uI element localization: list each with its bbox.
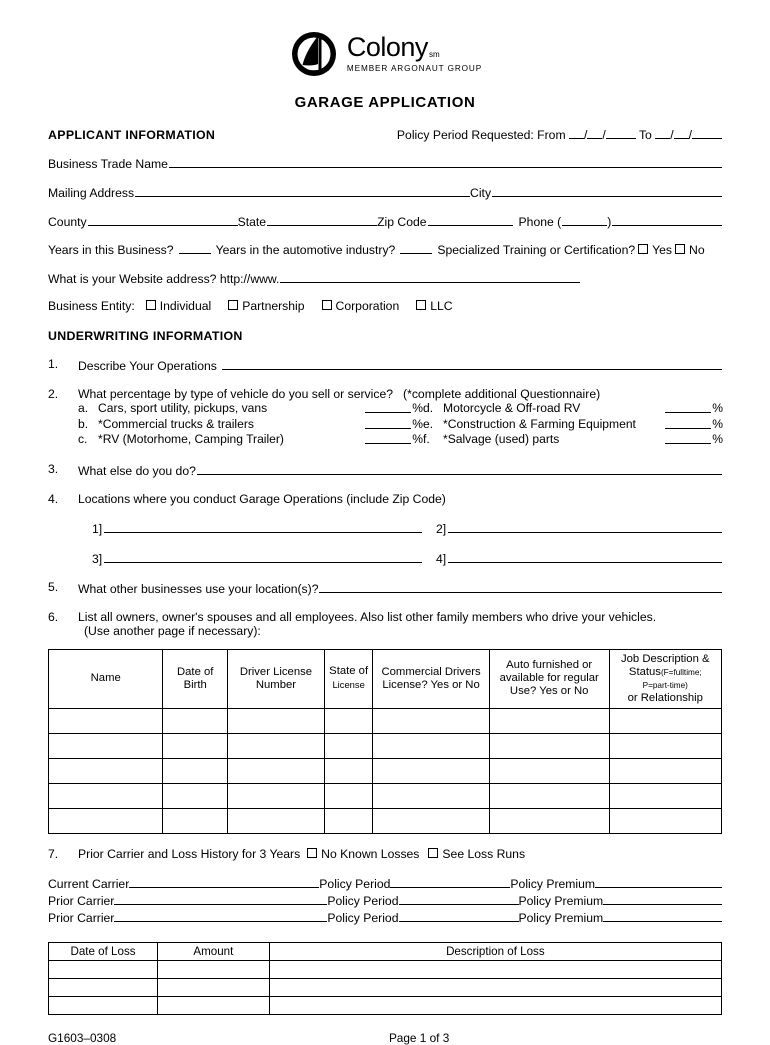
question-1-text: Describe Your Operations — [78, 359, 217, 373]
vehicle-type-e-input[interactable] — [665, 417, 711, 429]
location-4 — [436, 550, 722, 566]
question-7 — [48, 847, 722, 861]
prior-carrier-1-label: Prior Carrier — [48, 893, 115, 908]
cell-auto[interactable] — [489, 708, 609, 733]
col-job-line1: Job Description & — [621, 652, 710, 665]
col-commercial-drivers-license — [373, 649, 489, 708]
current-carrier-policy-period-label: Policy Period — [319, 876, 391, 891]
location-3 — [92, 550, 422, 566]
question-2-text: What percentage by type of vehicle do you sell or service? — [78, 387, 394, 401]
page-footer — [48, 1031, 722, 1045]
county-state-zip-phone-row — [48, 213, 722, 229]
question-4-text: Locations where you conduct Garage Operations (include Zip Code) — [78, 491, 446, 506]
cell-description[interactable] — [269, 960, 721, 978]
website-input[interactable] — [280, 270, 580, 283]
col-dl-line2: Number — [255, 678, 297, 691]
cell-job[interactable] — [609, 708, 721, 733]
cell-dl-number[interactable] — [228, 808, 325, 833]
employee-table-body — [49, 708, 722, 833]
vehicle-type-e — [423, 417, 723, 433]
prior-carrier-1-policy-period-label: Policy Period — [327, 893, 399, 908]
prior-carrier-2-policy-period-label: Policy Period — [327, 910, 399, 925]
cell-amount[interactable] — [158, 960, 270, 978]
col-job-line2b: (F=fulltime; — [660, 667, 702, 677]
question-5-input[interactable] — [319, 580, 722, 593]
col-cdl-line2: License? Yes or No — [382, 678, 480, 691]
question-1 — [48, 357, 722, 373]
county-input[interactable] — [88, 213, 238, 226]
table-row — [49, 758, 722, 783]
question-7-number: 7. — [48, 846, 59, 861]
question-5-number: 5. — [48, 579, 59, 594]
vehicle-type-d-percent-sign: % — [712, 401, 723, 415]
vehicle-type-c-percent-sign: % — [412, 432, 423, 446]
location-1-number: 1] — [92, 521, 103, 536]
question-1-input[interactable] — [222, 357, 722, 370]
entity-partnership-label: Partnership — [242, 299, 305, 313]
prior-carrier-2-row — [48, 909, 722, 926]
page-title: GARAGE APPLICATION — [294, 94, 476, 111]
col-dob-line1: Date of — [176, 665, 214, 678]
cell-name[interactable] — [49, 783, 163, 808]
phone-close-paren: ) — [607, 215, 612, 229]
vehicle-type-f-key: f. — [423, 432, 430, 446]
vehicle-type-a-label: Cars, sport utility, pickups, vans — [98, 401, 268, 415]
col-description-of-loss: Description of Loss — [269, 942, 721, 960]
location-3-number: 3] — [92, 551, 103, 566]
cell-cdl[interactable] — [373, 733, 489, 758]
from-month-input[interactable] — [569, 127, 584, 139]
col-job-description-status — [609, 649, 721, 708]
company-logo — [48, 0, 722, 77]
vehicle-type-c-key: c. — [78, 432, 88, 446]
zip-code-input[interactable] — [428, 213, 513, 226]
cell-dob[interactable] — [163, 708, 228, 733]
phone-number-input[interactable] — [612, 213, 722, 226]
cell-name[interactable] — [49, 708, 163, 733]
form-code: G1603–0308 — [48, 1030, 117, 1045]
specialized-training-yes-checkbox[interactable] — [638, 244, 648, 254]
question-6-text-line2: (Use another page if necessary): — [84, 623, 261, 638]
years-in-business-input[interactable] — [179, 242, 211, 254]
cell-auto[interactable] — [489, 733, 609, 758]
question-6-number: 6. — [48, 609, 59, 624]
col-auto-line2: available for regular — [499, 672, 599, 684]
prior-carrier-1-premium-label: Policy Premium — [518, 893, 604, 908]
logo-subtitle: MEMBER ARGONAUT GROUP — [346, 63, 483, 73]
underwriting-information-heading: UNDERWRITING INFORMATION — [48, 329, 243, 343]
vehicle-type-d — [423, 401, 723, 417]
vehicle-type-f — [423, 432, 723, 448]
zip-code-label: Zip Code — [377, 215, 427, 229]
vehicle-type-c — [78, 432, 423, 448]
specialized-training-yes-label: Yes — [652, 243, 673, 257]
col-state-of-license — [324, 649, 372, 708]
policy-period-requested: Policy Period Requested: From / / To / / — [397, 127, 722, 142]
vehicle-type-b-percent-sign: % — [412, 416, 423, 431]
loss-table-header-row — [49, 942, 722, 960]
col-state-line1: State of — [329, 665, 369, 677]
state-input[interactable] — [267, 213, 377, 226]
page-number: Page 1 of 3 — [388, 1030, 450, 1045]
col-driver-license-number — [228, 649, 325, 708]
table-row — [49, 708, 722, 733]
cell-job[interactable] — [609, 783, 721, 808]
prior-carrier-1-policy-period-input[interactable] — [399, 892, 519, 905]
table-row — [49, 733, 722, 758]
vehicle-type-a — [78, 401, 423, 417]
cell-state[interactable] — [324, 708, 372, 733]
current-carrier-policy-period-input[interactable] — [390, 875, 510, 888]
cell-amount[interactable] — [158, 996, 270, 1014]
col-job-line3: P=part-time) — [642, 680, 688, 690]
question-5 — [48, 580, 722, 596]
vehicle-type-c-label: *RV (Motorhome, Camping Trailer) — [98, 432, 284, 446]
cell-dob[interactable] — [163, 733, 228, 758]
cell-dl-number[interactable] — [228, 783, 325, 808]
location-4-number: 4] — [436, 551, 447, 566]
prior-carrier-2-label: Prior Carrier — [48, 910, 115, 925]
vehicle-percentage-row — [78, 432, 722, 448]
from-day-input[interactable] — [587, 127, 602, 139]
question-7-text: Prior Carrier and Loss History for 3 Years — [78, 846, 301, 861]
locations-row-2 — [92, 550, 722, 566]
county-label: County — [48, 215, 87, 229]
policy-period-to-label: To — [638, 128, 652, 142]
years-in-industry-label: Years in the automotive industry? — [215, 243, 396, 257]
col-dl-line1: Driver License — [239, 665, 313, 678]
vehicle-type-e-key: e. — [423, 416, 434, 431]
to-day-input[interactable] — [674, 127, 689, 139]
cell-auto[interactable] — [489, 758, 609, 783]
logo-sm-mark: sm — [428, 49, 440, 59]
current-carrier-premium-input[interactable] — [595, 875, 722, 888]
cell-cdl[interactable] — [373, 783, 489, 808]
entity-individual-label: Individual — [159, 299, 212, 313]
location-4-input[interactable] — [448, 550, 722, 563]
cell-job[interactable] — [609, 758, 721, 783]
specialized-training-no-label: No — [689, 243, 705, 257]
entity-individual-checkbox[interactable] — [146, 300, 156, 310]
question-2-note: (*complete additional Questionnaire) — [403, 387, 601, 401]
col-cdl-line1: Commercial Drivers — [381, 665, 481, 678]
col-dob-line2: Birth — [183, 678, 207, 691]
location-3-input[interactable] — [104, 550, 422, 563]
business-entity-row — [48, 299, 722, 313]
current-carrier-premium-label: Policy Premium — [510, 876, 596, 891]
from-year-input[interactable] — [606, 127, 636, 139]
see-loss-runs-label: See Loss Runs — [442, 846, 526, 861]
current-carrier-label: Current Carrier — [48, 876, 130, 891]
sailboat-logo-icon — [288, 30, 340, 77]
state-label: State — [237, 215, 267, 229]
cell-auto[interactable] — [489, 808, 609, 833]
col-name: Name — [49, 649, 163, 708]
see-loss-runs-checkbox[interactable] — [428, 848, 438, 858]
prior-carrier-2-premium-label: Policy Premium — [518, 910, 604, 925]
question-1-number: 1. — [48, 357, 59, 371]
question-2-number: 2. — [48, 387, 59, 401]
prior-carrier-2-policy-period-input[interactable] — [399, 909, 519, 922]
table-row — [49, 960, 722, 978]
cell-cdl[interactable] — [373, 808, 489, 833]
location-1 — [92, 520, 422, 536]
question-4 — [48, 492, 722, 566]
col-auto-line3: Use? Yes or No — [509, 685, 589, 697]
table-row — [49, 996, 722, 1014]
cell-name[interactable] — [49, 758, 163, 783]
cell-state[interactable] — [324, 783, 372, 808]
entity-corporation-checkbox[interactable] — [322, 300, 332, 310]
vehicle-type-a-key: a. — [78, 401, 89, 415]
vehicle-type-b-label: *Commercial trucks & trailers — [98, 416, 254, 431]
question-2 — [48, 387, 722, 448]
current-carrier-input[interactable] — [129, 875, 319, 888]
business-trade-name-row — [48, 155, 722, 171]
vehicle-type-b-input[interactable] — [365, 417, 411, 429]
cell-cdl[interactable] — [373, 708, 489, 733]
question-4-number: 4. — [48, 491, 59, 506]
business-trade-name-label: Business Trade Name — [48, 157, 168, 171]
applicant-information-header-row — [48, 127, 722, 142]
loss-table-body — [49, 960, 722, 1014]
vehicle-type-c-input[interactable] — [365, 432, 411, 444]
question-6 — [48, 610, 722, 638]
mailing-address-row — [48, 184, 722, 200]
entity-corporation-label: Corporation — [335, 299, 400, 313]
years-experience-row — [48, 242, 722, 257]
cell-amount[interactable] — [158, 978, 270, 996]
city-label: City — [470, 186, 492, 200]
vehicle-type-b — [78, 417, 423, 433]
no-known-losses-checkbox[interactable] — [307, 848, 317, 858]
business-trade-name-input[interactable] — [169, 155, 722, 168]
cell-date-of-loss[interactable] — [49, 978, 158, 996]
col-auto-furnished — [489, 649, 609, 708]
vehicle-type-d-label: Motorcycle & Off-road RV — [443, 401, 581, 415]
question-3 — [48, 462, 722, 478]
vehicle-type-b-key: b. — [78, 416, 89, 431]
vehicle-type-a-input[interactable] — [365, 401, 411, 413]
col-date-of-loss: Date of Loss — [49, 942, 158, 960]
cell-state[interactable] — [324, 733, 372, 758]
cell-name[interactable] — [49, 808, 163, 833]
location-1-input[interactable] — [104, 520, 422, 533]
cell-cdl[interactable] — [373, 758, 489, 783]
question-3-number: 3. — [48, 461, 59, 476]
cell-description[interactable] — [269, 996, 721, 1014]
years-in-business-label: Years in this Business? — [48, 243, 174, 257]
col-state-line2: License — [332, 679, 365, 690]
no-known-losses-label: No Known Losses — [321, 846, 420, 861]
cell-dob[interactable] — [163, 758, 228, 783]
phone-label: Phone ( — [518, 215, 562, 229]
cell-description[interactable] — [269, 978, 721, 996]
vehicle-percentage-row — [78, 417, 722, 433]
business-entity-label: Business Entity: — [48, 299, 135, 313]
carrier-history-block — [48, 875, 722, 926]
col-job-line4: or Relationship — [627, 691, 703, 704]
entity-llc-label: LLC — [430, 299, 453, 313]
question-5-text: What other businesses use your location(s)? — [78, 581, 319, 596]
cell-dl-number[interactable] — [228, 708, 325, 733]
location-2 — [436, 520, 722, 536]
specialized-training-label: Specialized Training or Certification? — [437, 243, 636, 257]
col-auto-line1: Auto furnished or — [506, 659, 593, 671]
cell-date-of-loss[interactable] — [49, 960, 158, 978]
prior-carrier-1-row — [48, 892, 722, 909]
employee-table — [48, 649, 722, 834]
prior-carrier-2-premium-input[interactable] — [603, 909, 722, 922]
vehicle-type-a-percent-sign: % — [412, 401, 423, 415]
city-input[interactable] — [492, 184, 722, 197]
cell-auto[interactable] — [489, 783, 609, 808]
vehicle-type-e-percent-sign: % — [712, 416, 723, 431]
vehicle-type-f-percent-sign: % — [712, 432, 723, 446]
applicant-information-heading: APPLICANT INFORMATION — [48, 128, 216, 142]
vehicle-percentage-row — [78, 401, 722, 417]
col-job-line2: Status — [628, 665, 661, 678]
website-row — [48, 270, 722, 286]
policy-period-label: Policy Period Requested: — [396, 128, 534, 142]
mailing-address-input[interactable] — [135, 184, 470, 197]
specialized-training-no-checkbox[interactable] — [675, 244, 685, 254]
employee-table-header-row — [49, 649, 722, 708]
website-label: What is your Website address? http://www. — [48, 272, 280, 286]
mailing-address-label: Mailing Address — [48, 186, 135, 200]
phone-area-code-input[interactable] — [562, 213, 607, 226]
vehicle-type-e-label: *Construction & Farming Equipment — [443, 416, 636, 431]
prior-carrier-1-input[interactable] — [114, 892, 327, 905]
vehicle-type-f-label: *Salvage (used) parts — [443, 432, 560, 446]
prior-carrier-1-premium-input[interactable] — [603, 892, 722, 905]
col-date-of-birth — [163, 649, 228, 708]
to-month-input[interactable] — [655, 127, 670, 139]
to-year-input[interactable] — [692, 127, 722, 139]
vehicle-type-d-key: d. — [423, 401, 434, 415]
entity-llc-checkbox[interactable] — [416, 300, 426, 310]
cell-state[interactable] — [324, 808, 372, 833]
prior-carrier-2-input[interactable] — [114, 909, 327, 922]
table-row — [49, 808, 722, 833]
policy-period-from-label: From — [537, 128, 566, 142]
vehicle-type-f-input[interactable] — [665, 432, 711, 444]
question-6-text-line1: List all owners, owner's spouses and all employees. Also list other family members who drive your vehicles. — [78, 609, 657, 624]
cell-date-of-loss[interactable] — [49, 996, 158, 1014]
cell-dob[interactable] — [163, 808, 228, 833]
table-row — [49, 783, 722, 808]
loss-history-table — [48, 942, 722, 1015]
logo-wordmark: Colony sm — [346, 31, 440, 62]
cell-job[interactable] — [609, 808, 721, 833]
current-carrier-row — [48, 875, 722, 892]
entity-partnership-checkbox[interactable] — [228, 300, 238, 310]
cell-dob[interactable] — [163, 783, 228, 808]
question-3-text: What else do you do? — [78, 463, 196, 478]
location-2-number: 2] — [436, 521, 447, 536]
question-3-input[interactable] — [197, 462, 722, 475]
cell-state[interactable] — [324, 758, 372, 783]
years-in-industry-input[interactable] — [400, 242, 432, 254]
vehicle-type-d-input[interactable] — [665, 401, 711, 413]
cell-job[interactable] — [609, 733, 721, 758]
col-amount: Amount — [158, 942, 270, 960]
cell-dl-number[interactable] — [228, 733, 325, 758]
cell-name[interactable] — [49, 733, 163, 758]
location-2-input[interactable] — [448, 520, 722, 533]
locations-row-1 — [92, 520, 722, 536]
cell-dl-number[interactable] — [228, 758, 325, 783]
table-row — [49, 978, 722, 996]
